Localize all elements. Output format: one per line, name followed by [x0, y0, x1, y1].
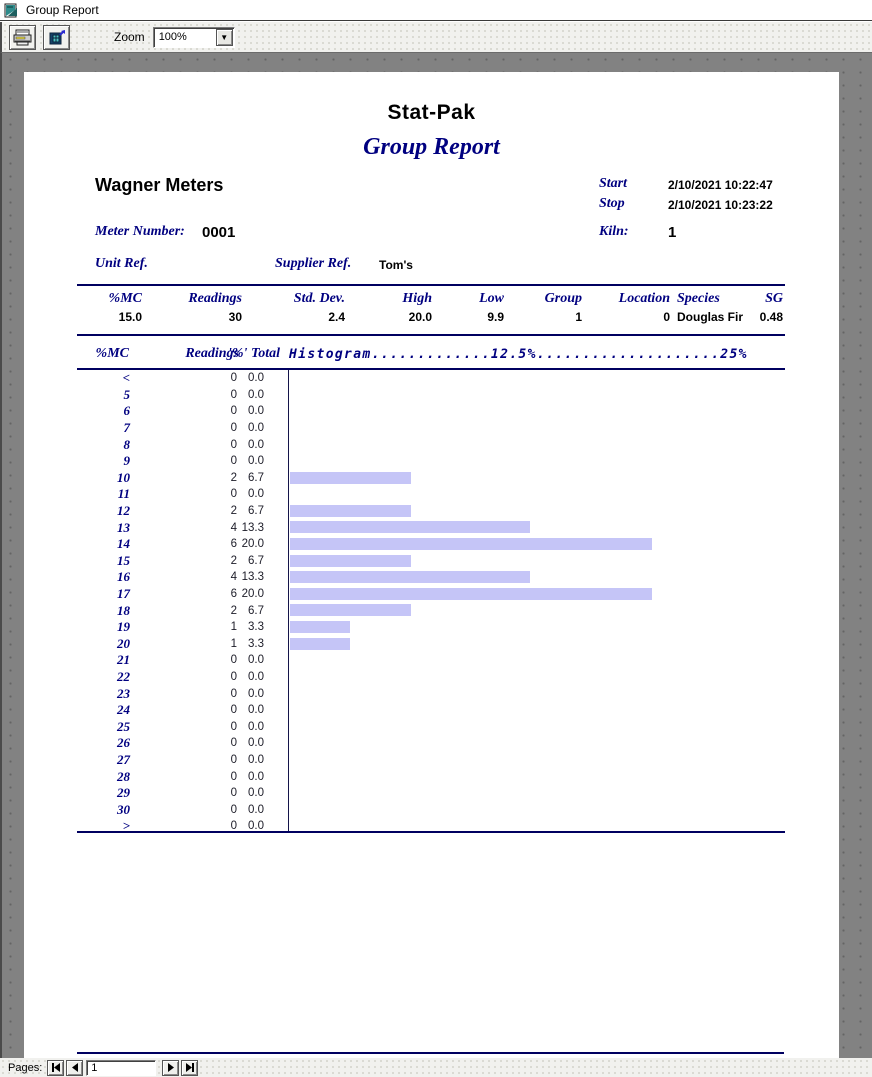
- stat-col: [188, 291, 242, 324]
- histogram-header: [77, 346, 785, 366]
- hist-bar: [290, 555, 411, 567]
- report-window-icon: [4, 3, 19, 18]
- chevron-down-icon[interactable]: ▼: [216, 29, 233, 46]
- hist-bar: [290, 472, 411, 484]
- stat-col: [479, 291, 504, 324]
- window-titlebar: [0, 0, 872, 21]
- readings-cell: 2: [230, 471, 237, 484]
- hist-row: [77, 752, 785, 769]
- readings-cell: 0: [230, 438, 237, 451]
- hist-bar: [290, 621, 350, 633]
- stat-value: 1: [575, 310, 582, 324]
- mc-cell: 21: [117, 652, 130, 668]
- mc-cell: 10: [117, 469, 130, 485]
- pct-cell: 0.0: [248, 388, 264, 401]
- hist-row: [77, 503, 785, 520]
- readings-cell: 0: [230, 803, 237, 816]
- stat-value: 20.0: [408, 310, 432, 324]
- mc-cell: 11: [117, 486, 130, 502]
- mc-cell: 13: [117, 519, 130, 535]
- zoom-label: Zoom: [114, 30, 145, 44]
- kiln-value: 1: [668, 224, 677, 241]
- export-button[interactable]: [43, 25, 70, 50]
- stat-label: Readings: [188, 291, 242, 306]
- page-number-input[interactable]: [86, 1060, 156, 1076]
- readings-cell: 0: [230, 422, 237, 435]
- mc-cell: 19: [117, 619, 130, 635]
- stat-label: Location: [618, 291, 670, 306]
- hist-col-mc: %MC: [95, 346, 129, 361]
- pct-cell: 3.3: [248, 637, 264, 650]
- hist-row: [77, 735, 785, 752]
- stop-value: 2/10/2021 10:23:22: [668, 198, 773, 212]
- hist-bar: [290, 571, 530, 583]
- pct-cell: 20.0: [241, 588, 264, 601]
- readings-cell: 0: [230, 687, 237, 700]
- hist-row: [77, 486, 785, 503]
- hist-scale-text: Histogram.............12.5%....................25%: [289, 347, 748, 362]
- pages-label: Pages:: [8, 1061, 43, 1074]
- readings-cell: 0: [230, 405, 237, 418]
- zoom-combobox[interactable]: [153, 27, 235, 48]
- mc-cell: 28: [117, 768, 130, 784]
- print-preview-area: [0, 53, 872, 1058]
- hist-row: [77, 718, 785, 735]
- mc-cell: 18: [117, 602, 130, 618]
- pct-cell: 0.0: [248, 438, 264, 451]
- hist-row: [77, 602, 785, 619]
- hist-row: [77, 536, 785, 553]
- supplier-ref-label: Supplier Ref.: [275, 256, 352, 271]
- readings-cell: 0: [230, 372, 237, 385]
- hist-row: [77, 569, 785, 586]
- report-subtitle: Group Report: [363, 134, 500, 160]
- next-page-button[interactable]: [162, 1060, 179, 1076]
- pct-cell: 0.0: [248, 737, 264, 750]
- stat-label: %MC: [108, 291, 142, 306]
- hist-bar: [290, 638, 350, 650]
- mc-cell: 12: [117, 503, 130, 519]
- stat-col: [402, 291, 432, 324]
- meter-number-label: Meter Number:: [95, 224, 185, 239]
- last-page-button[interactable]: [181, 1060, 198, 1076]
- pct-cell: 0.0: [248, 670, 264, 683]
- hist-row: [77, 818, 785, 835]
- first-page-button[interactable]: [47, 1060, 64, 1076]
- mc-cell: 25: [117, 718, 130, 734]
- stat-value: 0.48: [759, 310, 783, 324]
- pct-cell: 0.0: [248, 488, 264, 501]
- mc-cell: 23: [117, 685, 130, 701]
- hist-row: [77, 619, 785, 636]
- hist-row: [77, 586, 785, 603]
- pct-cell: 13.3: [241, 521, 264, 534]
- hist-row: [77, 553, 785, 570]
- previous-page-icon: [71, 1063, 79, 1072]
- readings-cell: 0: [230, 488, 237, 501]
- pct-cell: 6.7: [248, 604, 264, 617]
- mc-cell: 17: [117, 586, 130, 602]
- readings-cell: 2: [230, 604, 237, 617]
- histogram-table: [77, 368, 785, 833]
- stat-col: [760, 291, 783, 324]
- last-page-icon: [185, 1063, 195, 1072]
- hist-row: [77, 768, 785, 785]
- mc-cell: 29: [117, 785, 130, 801]
- hist-col-readings: Readings: [185, 346, 239, 361]
- meter-number-value: 0001: [202, 224, 236, 241]
- mc-cell: 24: [117, 702, 130, 718]
- stat-value: 0: [663, 310, 670, 324]
- readings-cell: 0: [230, 720, 237, 733]
- kiln-label: Kiln:: [599, 224, 629, 239]
- stat-col: [294, 291, 345, 324]
- stat-label: Group: [544, 291, 582, 306]
- pct-cell: 3.3: [248, 621, 264, 634]
- next-page-icon: [167, 1063, 175, 1072]
- readings-cell: 6: [230, 538, 237, 551]
- mc-cell: 20: [117, 635, 130, 651]
- pct-cell: 0.0: [248, 787, 264, 800]
- summary-stats: [77, 284, 785, 336]
- pct-cell: 0.0: [248, 803, 264, 816]
- hist-bar: [290, 588, 652, 600]
- mc-cell: 16: [117, 569, 130, 585]
- pct-cell: 20.0: [241, 538, 264, 551]
- pct-cell: 0.0: [248, 405, 264, 418]
- readings-cell: 0: [230, 820, 237, 833]
- readings-cell: 0: [230, 654, 237, 667]
- window-title: Group Report: [26, 3, 99, 17]
- pct-cell: 0.0: [248, 753, 264, 766]
- pct-cell: 0.0: [248, 704, 264, 717]
- readings-cell: 0: [230, 787, 237, 800]
- readings-cell: 1: [230, 637, 237, 650]
- stat-col: [677, 291, 743, 324]
- readings-cell: 1: [230, 621, 237, 634]
- readings-cell: 0: [230, 753, 237, 766]
- hist-bar: [290, 505, 411, 517]
- readings-cell: 0: [230, 388, 237, 401]
- stop-label: Stop: [599, 196, 625, 211]
- readings-cell: 6: [230, 588, 237, 601]
- zoom-value: 100%: [158, 31, 187, 43]
- pct-cell: 0.0: [248, 654, 264, 667]
- stat-col: [545, 291, 582, 324]
- mc-cell: 30: [117, 801, 130, 817]
- mc-cell: <: [122, 370, 130, 386]
- hist-col-total: '%' Total: [228, 346, 280, 361]
- pct-cell: 13.3: [241, 571, 264, 584]
- hist-row: [77, 801, 785, 818]
- stat-label: Low: [479, 291, 504, 306]
- readings-cell: 0: [230, 704, 237, 717]
- readings-cell: 0: [230, 670, 237, 683]
- stat-value: 30: [228, 310, 242, 324]
- stat-value: Douglas Fir: [677, 310, 744, 324]
- readings-cell: 4: [230, 571, 237, 584]
- report-page: [24, 72, 839, 1058]
- stat-value: 9.9: [487, 310, 504, 324]
- readings-cell: 0: [230, 737, 237, 750]
- mc-cell: 8: [123, 436, 130, 452]
- stat-label: Std. Dev.: [293, 291, 345, 306]
- hist-row: [77, 420, 785, 437]
- start-label: Start: [599, 176, 628, 191]
- pct-cell: 0.0: [248, 455, 264, 468]
- mc-cell: 6: [123, 403, 130, 419]
- hist-row: [77, 453, 785, 470]
- stat-value: 15.0: [118, 310, 142, 324]
- page-navigation-bar: [0, 1058, 872, 1077]
- hist-row: [77, 636, 785, 653]
- pct-cell: 0.0: [248, 687, 264, 700]
- pct-cell: 0.0: [248, 422, 264, 435]
- readings-cell: 0: [230, 455, 237, 468]
- pct-cell: 0.0: [248, 820, 264, 833]
- hist-row: [77, 403, 785, 420]
- hist-row: [77, 685, 785, 702]
- hist-bar: [290, 521, 530, 533]
- export-icon: [48, 29, 66, 46]
- unit-ref-label: Unit Ref.: [95, 256, 148, 271]
- toolbar: [0, 22, 872, 53]
- pct-cell: 0.0: [248, 720, 264, 733]
- hist-row: [77, 702, 785, 719]
- hist-row: [77, 652, 785, 669]
- hist-row: [77, 669, 785, 686]
- hist-row: [77, 436, 785, 453]
- first-page-icon: [51, 1063, 61, 1072]
- footer-rule: [77, 1052, 784, 1054]
- mc-cell: 22: [117, 668, 130, 684]
- hist-row: [77, 785, 785, 802]
- mc-cell: 14: [117, 536, 130, 552]
- print-button[interactable]: [9, 25, 36, 50]
- pct-cell: 6.7: [248, 554, 264, 567]
- pct-cell: 0.0: [248, 372, 264, 385]
- hist-bar: [290, 538, 652, 550]
- stat-col: [619, 291, 670, 324]
- readings-cell: 0: [230, 770, 237, 783]
- mc-cell: 26: [117, 735, 130, 751]
- mc-cell: 27: [117, 751, 130, 767]
- hist-bar: [290, 604, 411, 616]
- readings-cell: 4: [230, 521, 237, 534]
- mc-cell: 7: [123, 420, 130, 436]
- stat-col: [109, 291, 142, 324]
- stat-label: SG: [765, 291, 783, 306]
- hist-row: [77, 387, 785, 404]
- previous-page-button[interactable]: [66, 1060, 83, 1076]
- supplier-ref-value: Tom's: [379, 258, 413, 272]
- stat-label: Species: [677, 291, 720, 306]
- start-value: 2/10/2021 10:22:47: [668, 178, 773, 192]
- printer-icon: [13, 29, 32, 46]
- report-title: Stat-Pak: [387, 101, 476, 124]
- readings-cell: 2: [230, 505, 237, 518]
- hist-row: [77, 470, 785, 487]
- readings-cell: 2: [230, 554, 237, 567]
- mc-cell: 9: [123, 453, 130, 469]
- pct-cell: 6.7: [248, 471, 264, 484]
- mc-cell: 5: [123, 386, 130, 402]
- company-name: Wagner Meters: [95, 175, 224, 195]
- hist-row: [77, 519, 785, 536]
- pct-cell: 0.0: [248, 770, 264, 783]
- hist-row: [77, 370, 785, 387]
- pct-cell: 6.7: [248, 505, 264, 518]
- stat-value: 2.4: [328, 310, 345, 324]
- mc-cell: >: [122, 818, 130, 834]
- mc-cell: 15: [117, 552, 130, 568]
- stat-label: High: [402, 291, 432, 306]
